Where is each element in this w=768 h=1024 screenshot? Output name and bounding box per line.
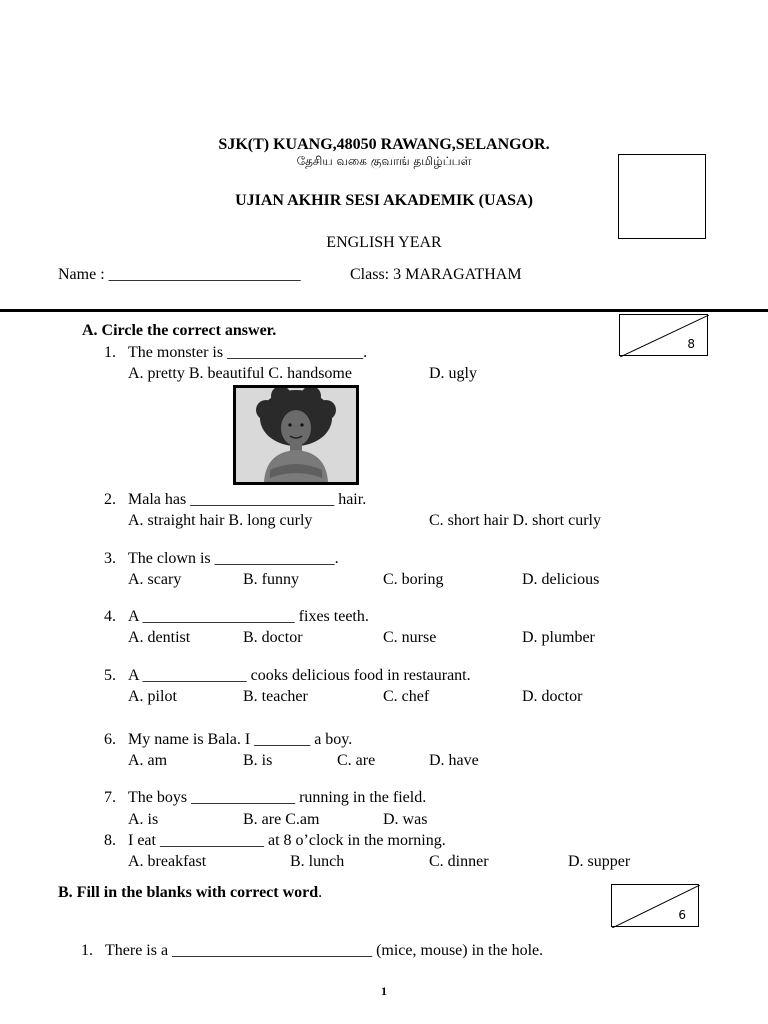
school-name-tamil: தேசிய வகை குவாங் தமிழ்ப்பள் (296, 154, 472, 168)
answer-option[interactable]: B. is (243, 752, 273, 769)
question-text: The boys _____________ running in the field. (128, 789, 427, 806)
answer-option[interactable]: B. doctor (243, 629, 303, 646)
answer-option[interactable]: C. boring (383, 571, 444, 588)
answer-option[interactable]: B. funny (243, 571, 299, 588)
answer-option[interactable]: D. delicious (522, 571, 600, 588)
section-b-marks-box (611, 884, 699, 927)
question-number: 1. (104, 344, 116, 361)
girl-portrait-image (233, 385, 359, 485)
section-b-marks: 6 (678, 908, 686, 922)
question-number: 3. (104, 550, 116, 567)
section-b-title-text: B. Fill in the blanks with correct word (58, 884, 319, 901)
question-text: I eat _____________ at 8 o’clock in the morning. (128, 832, 446, 849)
answer-option[interactable]: D. doctor (522, 688, 583, 705)
page-number: 1 (381, 984, 387, 998)
question-number: 6. (104, 731, 116, 748)
answer-option[interactable]: B. lunch (290, 853, 345, 870)
name-field[interactable]: Name : ________________________ (58, 266, 301, 283)
exam-title: UJIAN AKHIR SESI AKADEMIK (UASA) (235, 192, 533, 209)
answer-option[interactable]: B. teacher (243, 688, 308, 705)
answer-option[interactable]: A. pretty B. beautiful C. handsome (128, 365, 352, 382)
answer-option[interactable]: A. breakfast (128, 853, 207, 870)
section-b-title-period: . (318, 884, 323, 901)
answer-option[interactable]: D. have (429, 752, 479, 769)
answer-option[interactable]: D. ugly (429, 365, 477, 382)
question-number: 1. (81, 942, 93, 959)
question-text: The clown is _______________. (128, 550, 339, 567)
answer-option[interactable]: A. is (128, 811, 159, 828)
section-a-title: A. Circle the correct answer. (82, 322, 277, 339)
question-number: 7. (104, 789, 116, 806)
subject-title: ENGLISH YEAR (326, 234, 442, 251)
answer-option[interactable]: C. chef (383, 688, 430, 705)
answer-option[interactable]: A. straight hair B. long curly (128, 512, 313, 529)
class-label: Class: 3 MARAGATHAM (350, 266, 522, 283)
question-text: My name is Bala. I _______ a boy. (128, 731, 353, 748)
section-a-marks-box (619, 314, 708, 356)
answer-option[interactable]: D. supper (568, 853, 631, 870)
answer-option[interactable]: A. pilot (128, 688, 177, 705)
answer-option[interactable]: B. are C.am (243, 811, 320, 828)
question-text: Mala has __________________ hair. (128, 491, 367, 508)
question-number: 5. (104, 667, 116, 684)
answer-option[interactable]: C. nurse (383, 629, 437, 646)
answer-option[interactable]: D. plumber (522, 629, 595, 646)
question-text: There is a _________________________ (mice, mouse) in the hole. (105, 942, 544, 959)
total-marks-box (618, 154, 706, 239)
question-text: The monster is _________________. (128, 344, 368, 361)
answer-option[interactable]: A. scary (128, 571, 182, 588)
question-text: A ___________________ fixes teeth. (128, 608, 369, 625)
header-divider (0, 309, 768, 312)
answer-option[interactable]: C. are (337, 752, 376, 769)
question-number: 4. (104, 608, 116, 625)
answer-option[interactable]: A. dentist (128, 629, 191, 646)
school-name: SJK(T) KUANG,48050 RAWANG,SELANGOR. (218, 136, 550, 153)
section-b-title (58, 884, 322, 902)
question-text: A _____________ cooks delicious food in restaurant. (128, 667, 471, 684)
answer-option[interactable]: D. was (383, 811, 428, 828)
question-number: 2. (104, 491, 116, 508)
answer-option[interactable]: C. short hair D. short curly (429, 512, 601, 529)
question-number: 8. (104, 832, 116, 849)
answer-option[interactable]: A. am (128, 752, 168, 769)
section-a-marks: 8 (687, 337, 695, 351)
answer-option[interactable]: C. dinner (429, 853, 489, 870)
